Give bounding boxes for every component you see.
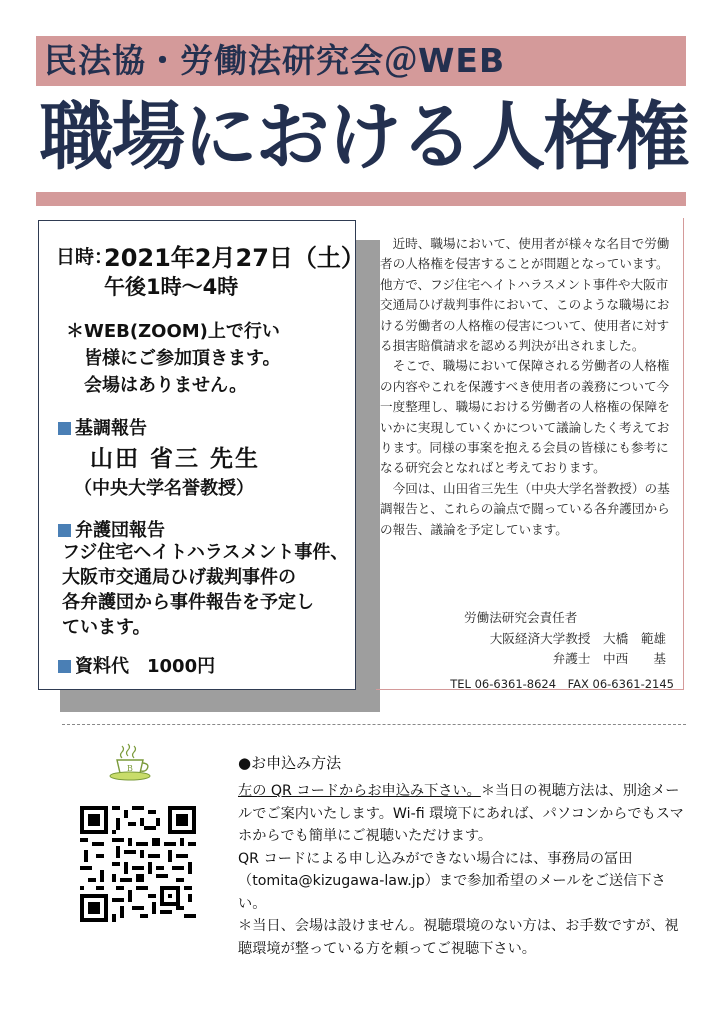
event-subtitle: 民法協・労働法研究会＠WEB: [44, 41, 506, 80]
qr-apply-link: 左の QR コードからお申込み下さい。: [238, 783, 481, 799]
apply-instructions: 左の QR コードからお申込み下さい。＊当日の視聴方法は、別途メールでご案内いたします。Wi-fi 環境下にあれば、パソコンからでもスマホからでも簡単にご視聴いただけます。 QR コードによる申し込みができない場合には、事務局の冨田（tomita@kizugawa-law.jp）まで参加希望のメールをご送信下さい。 ＊当日、会場は設けません。視聴環境のない方は、お手数ですが、視聴環境が整っている方を頼ってご視聴下さい。: [238, 780, 686, 960]
event-title: 職場における人格権: [39, 94, 688, 180]
fee: 資料代 1000円: [58, 652, 215, 678]
title-underline-band: [36, 192, 686, 206]
qr-code[interactable]: [80, 806, 196, 922]
event-time: 午後1時〜4時: [104, 275, 239, 299]
event-date: 2021年2月27日（土）: [104, 244, 365, 272]
apply-email-note: QR コードによる申し込みができない場合には、事務局の冨田（tomita@kizugawa-law.jp）まで参加希望のメールをご送信下さい。: [238, 850, 666, 912]
apply-heading: ●お申込み方法: [238, 754, 342, 772]
intro-text: [380, 234, 678, 540]
organizer-signature: 労働法研究会責任者 大阪経済大学教授 大橋 範雄 弁護士 中西 基 TEL 06-6361-8624 FAX 06-6361-2145: [440, 608, 680, 694]
coffee-cup-icon: [108, 742, 160, 782]
intro-paragraph: そこで、職場において保障される労働者の人格権の内容やこれを保護すべき使用者の義務について今一度整理し、職場における労働者の人格権の保障をいかに実現していくかについて議論したく考えております。同様の事案を抱える会員の皆様にも参考になる研究会となればと考えております。: [380, 358, 670, 476]
keynote-heading: 基調報告: [58, 414, 147, 440]
square-bullet-icon: [58, 524, 71, 537]
svg-text:B: B: [127, 764, 133, 773]
web-note: ＊WEB(ZOOM)上で行い 皆様にご参加頂きます。 会場はありません。: [66, 321, 281, 396]
dashed-separator: [62, 724, 686, 725]
lawyers-heading: 弁護団報告: [58, 516, 165, 542]
lawyers-report-text: フジ住宅ヘイトハラスメント事件、 大阪市交通局ひげ裁判事件の 各弁護団から事件報告を予定し ています。: [62, 542, 349, 638]
square-bullet-icon: [58, 422, 71, 435]
contact-numbers: TEL 06-6361-8624 FAX 06-6361-2145: [450, 676, 674, 691]
intro-paragraph: 近時、職場において、使用者が様々な名目で労働者の人格権を侵害することが問題となっています。他方で、フジ住宅ヘイトハラスメント事件や大阪市交通局ひげ裁判事件において、このような職場における労働者の人格権の侵害について、使用者に対する損害賠償請求を認める判決が出されました。: [380, 236, 670, 354]
intro-paragraph: 今回は、山田省三先生（中央大学名誉教授）の基調報告と、これらの論点で闘っている各弁護団からの報告、議論を予定しています。: [380, 480, 670, 537]
square-bullet-icon: [58, 660, 71, 673]
apply-venue-note: ＊当日、会場は設けません。視聴環境のない方は、お手数ですが、視聴環境が整っている方を頼ってご視聴下さい。: [238, 918, 679, 957]
keynote-affiliation: （中央大学名誉教授）: [74, 478, 254, 499]
keynote-speaker: 山田 省三 先生: [90, 446, 261, 472]
date-label: 日時：: [56, 246, 114, 268]
